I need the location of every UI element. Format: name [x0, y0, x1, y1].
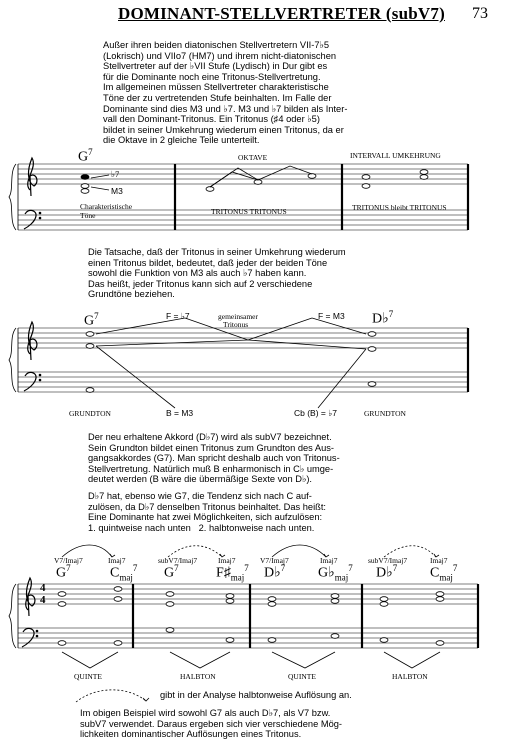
- ex1-oktave: OKTAVE: [238, 153, 268, 162]
- ex2-cb-b7: Cb (B) = ♭7: [294, 408, 337, 418]
- bass-clef-icon: [24, 210, 36, 229]
- system3-treble-staff: [18, 584, 478, 604]
- ex1-chord-g7: $G^7$: [78, 147, 93, 165]
- ex3-chord-6: $G♭_{maj}^7$: [318, 563, 353, 583]
- bass-clef-icon: [22, 628, 34, 647]
- paragraph-3: Der neu erhaltene Akkord (D♭7) wird als subV7 bezeichnet. Sein Grundton bildet einen Tritonus zum Grundton des Aus- gangsakkordes (G7). Man spricht deshalb auch von Tritonus- Stellvertretung. Natürlich muß B enharmonisch in C♭ umge- deutet werden (B wäre die übermäßige Sexte von D♭).: [88, 432, 340, 485]
- time-signature-bottom: 4: [40, 594, 46, 606]
- page-title: DOMINANT-STELLVERTRETER (subV7): [118, 4, 445, 23]
- ex1-charakteristische: Charakteristische: [80, 202, 133, 211]
- paragraph-2: Die Tatsache, daß der Tritonus in seiner Umkehrung wiederum einen Tritonus bildet, bedeutet, daß jeder der beiden Töne sowohl die Funktion von M3 als auch ♭7 haben kann. Das heißt, jeder Tritonus kann sich auf 2 verschiedene Grundtöne beziehen.: [88, 247, 346, 300]
- ex3-func-2: Imaj7: [108, 556, 126, 565]
- ex1-tritonus-tritonus: TRITONUS TRITONUS: [211, 207, 287, 216]
- ex3-chord-5: D♭$^7$: [264, 563, 286, 581]
- paragraph-5: Im obigen Beispiel wird sowohl G7 als auch D♭7, als V7 bzw. subV7 verwendet. Daraus ergeben sich vier verschiedene Mög- lichkeiten dominantischer Auflösungen eines Tritonus.: [80, 708, 343, 740]
- ex3-func-6: Imaj7: [320, 556, 338, 565]
- ex2-chord-g7: $G^7$: [84, 311, 99, 329]
- time-signature-top: 4: [40, 582, 46, 594]
- ex2-b-m3: B = M3: [166, 408, 194, 418]
- ex2-grundton-right: GRUNDTON: [364, 409, 406, 418]
- paragraph-4: D♭7 hat, ebenso wie G7, die Tendenz sich nach C auf- zulösen, da D♭7 denselben Tritonus beinhaltet. Das heißt: Eine Dominante hat zwei Möglichkeiten, sich aufzulösen: 1. quintweise nach unten 2. halbtonweise nach unten.: [88, 491, 326, 533]
- intro-paragraph: Außer ihren beiden diatonischen Stellvertretern VII-7♭5 (Lokrisch) und VIIo7 (HM7) und ihrem nicht-diatonischen Stellvertreter auf der ♭VII Stufe (Lydisch) in Dur gibt es für die Dominante noch eine Tritonus-Stellvertretung. Im allgemeinen müssen Stellvertreter charakteristische Töne der zu vertretenden Stufe beinhalten. Im Falle der Dominante sind dies M3 und ♭7. M3 und ♭7 bilden als Inter- vall den Dominant-Tritonus. Ein Tritonus (♯4 oder ♭5) bildet in seiner Umkehrung wiederum einen Tritonus, da er die Oktave in 2 gleiche Teile unterteilt.: [103, 40, 348, 146]
- ex3-chord-1: $G^7$: [56, 563, 71, 581]
- ex1-m3-label: M3: [111, 186, 123, 196]
- ex1-tritonus-bleibt: TRITONUS bleibt TRITONUS: [352, 203, 447, 212]
- ex3-chord-3: $G^7$: [164, 563, 179, 581]
- bass-clef-icon: [24, 372, 36, 391]
- ex3-halbton-1: HALBTON: [180, 672, 216, 681]
- ex3-quinte-2: QUINTE: [288, 672, 316, 681]
- ex1-b7-label: ♭7: [111, 169, 120, 179]
- system3-bass-staff: [18, 628, 478, 648]
- system1-treble-staff: [18, 164, 468, 184]
- ex3-chord-2: $C_{maj}^7$: [110, 563, 138, 583]
- ex2-grundton-left: GRUNDTON: [69, 409, 111, 418]
- ex3-func-1: V7/Imaj7: [54, 556, 83, 565]
- ex2-f-b7: F = ♭7: [166, 311, 190, 321]
- ex3-halbton-2: HALBTON: [392, 672, 428, 681]
- ex2-tritonus: Tritonus: [223, 320, 249, 329]
- ex3-func-8: Imaj7: [430, 556, 448, 565]
- ex3-chord-7: D♭$^7$: [376, 563, 398, 581]
- ex3-quinte-1: QUINTE: [74, 672, 102, 681]
- ex3-func-7: subV7/Imaj7: [368, 556, 408, 565]
- ex3-func-3: subV7/Imaj7: [158, 556, 198, 565]
- ex2-chord-db7: D♭$^7$: [372, 309, 394, 327]
- ex3-chord-8: $C_{maj}^7$: [430, 563, 458, 583]
- legend-dashed-arc: [76, 690, 146, 702]
- ex3-func-4: Imaj7: [218, 556, 236, 565]
- ex2-gemeinsamer: gemeinsamer: [218, 312, 258, 321]
- ex1-toene: Töne: [80, 211, 96, 220]
- ex3-chord-4: $F♯_{maj}^7$: [216, 563, 249, 583]
- page-number: 73: [472, 5, 488, 22]
- ex3-func-5: V7/Imaj7: [260, 556, 289, 565]
- ex1-intervall-umkehrung: INTERVALL UMKEHRUNG: [350, 151, 441, 160]
- system2-bass-staff: [18, 372, 468, 392]
- legend-text: gibt in der Analyse halbtonweise Auflösung an.: [160, 690, 352, 700]
- ex2-f-m3: F = M3: [318, 311, 345, 321]
